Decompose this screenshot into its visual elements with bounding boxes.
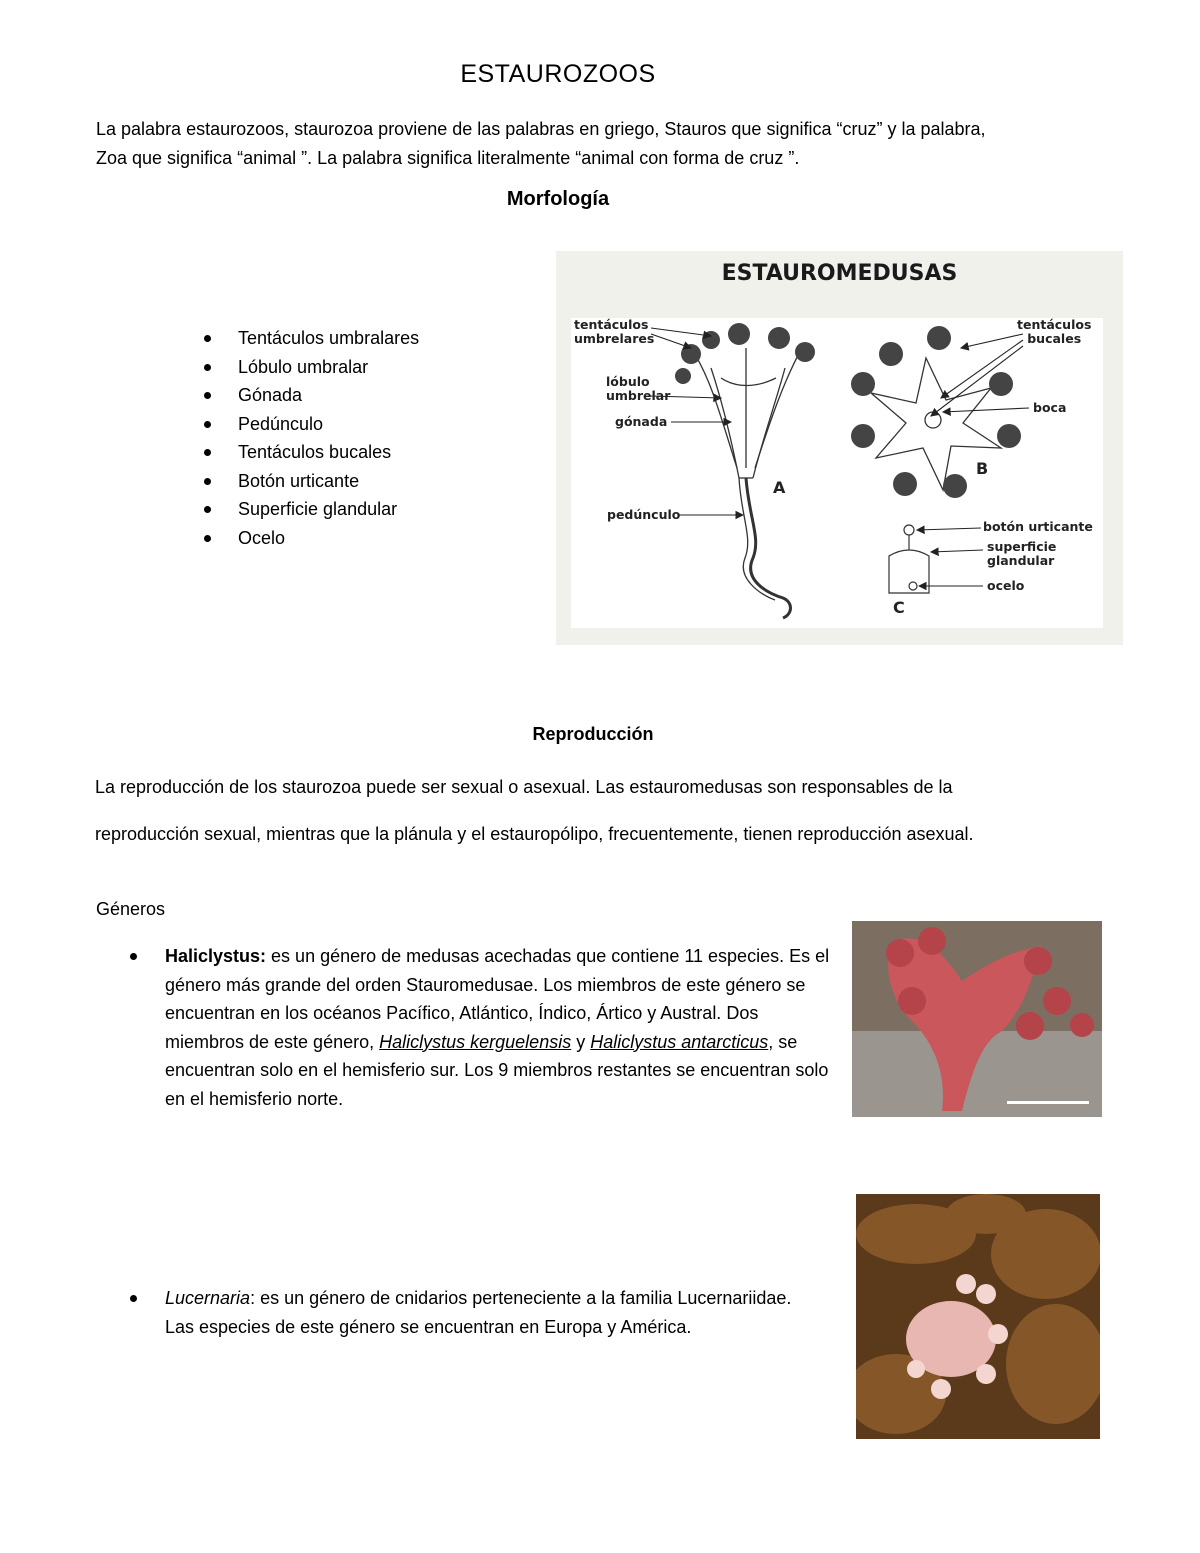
list-item: Pedúnculo: [238, 410, 419, 439]
haliclystus-photo: [852, 921, 1102, 1117]
genus-name: Lucernaria: [165, 1288, 251, 1308]
genus-text-end: , se encuentran solo en el hemisferio sur. Los 9 miembros restantes se encuentran solo en el hemisferio norte.: [165, 1031, 829, 1109]
diagram-canvas: [571, 318, 1103, 628]
page-title: ESTAUROZOOS: [460, 60, 656, 88]
intro-line-2: Zoa que significa “animal ”. La palabra significa literalmente “animal con forma de cruz ”.: [96, 148, 800, 168]
species-link[interactable]: Haliclystus antarcticus: [590, 1031, 769, 1052]
bullet: [130, 953, 137, 960]
reproduccion-heading: Reproducción: [532, 724, 654, 744]
figure-c-drawing: [889, 525, 929, 593]
label-pedunculo: pedúnculo: [607, 507, 681, 522]
genus-text: es un género de medusas acechadas que contiene 11 especies. Es el género más grande del orden Stauromedusae. Los miembros de este género se encuentran en los océanos Pacífico, Atlántico, Índico, Ártico y Austral. Dos miembros de este género,: [165, 946, 830, 1052]
list-item: Gónada: [238, 381, 419, 410]
genus-text: : es un género de cnidarios perteneciente a la familia Lucernariidae. Las especies de este género se encuentran en Europa y América.: [165, 1288, 792, 1337]
reproduccion-line-1: La reproducción de los staurozoa puede ser sexual o asexual. Las estauromedusas son responsables de la: [95, 777, 953, 797]
lucernaria-photo-image: [856, 1194, 1100, 1439]
generos-label: Géneros: [96, 899, 166, 919]
list-item: Botón urticante: [238, 467, 419, 496]
label-gonada: gónada: [615, 414, 668, 429]
genus-name: Haliclystus:: [165, 946, 267, 966]
figure-a-drawing: [691, 346, 803, 618]
estauromedusas-diagram: [556, 251, 1123, 645]
conjunction-text: y: [571, 1031, 591, 1052]
label-boca: boca: [1033, 400, 1067, 415]
haliclystus-photo-image: [852, 921, 1102, 1117]
label-fig-b: B: [976, 459, 989, 478]
figure-a-tentacle-clusters: [675, 323, 815, 384]
leader-lines: [651, 328, 1029, 586]
label-lobulo-umbrelar: lóbulo umbrelar: [606, 374, 671, 403]
species-link[interactable]: Haliclystus kerguelensis: [379, 1031, 572, 1052]
genus-lucernaria-item: [165, 1284, 825, 1341]
intro-paragraph: [96, 115, 1106, 173]
genus-haliclystus-item: [165, 942, 835, 1113]
reproduccion-line-2: reproducción sexual, mientras que la plánula y el estauropólipo, frecuentemente, tienen reproducción asexual.: [95, 824, 974, 844]
list-item: Tentáculos umbralares: [238, 324, 419, 353]
intro-line-1: La palabra estaurozoos, staurozoa proviene de las palabras en griego, Stauros que significa “cruz” y la palabra,: [96, 119, 986, 139]
label-boton-urticante: botón urticante: [983, 519, 1093, 534]
diagram-title: ESTAUROMEDUSAS: [721, 261, 958, 286]
reproduccion-paragraph: [95, 764, 1145, 858]
morfologia-heading: Morfología: [506, 188, 610, 210]
label-ocelo: ocelo: [987, 578, 1025, 593]
label-fig-a: A: [773, 478, 786, 497]
morphology-list: [238, 324, 419, 552]
lucernaria-photo: [856, 1194, 1100, 1439]
list-item: Tentáculos bucales: [238, 438, 419, 467]
list-item: Superficie glandular: [238, 495, 419, 524]
label-fig-c: C: [893, 598, 905, 617]
bullet: [130, 1295, 137, 1302]
label-tentaculos-umbrelares: tentáculos umbrelares: [574, 317, 655, 346]
list-item: Ocelo: [238, 524, 419, 553]
label-superficie-glandular: superficie glandular: [987, 539, 1057, 568]
label-tentaculos-bucales: tentáculos bucales: [1017, 317, 1092, 346]
list-item: Lóbulo umbralar: [238, 353, 419, 382]
